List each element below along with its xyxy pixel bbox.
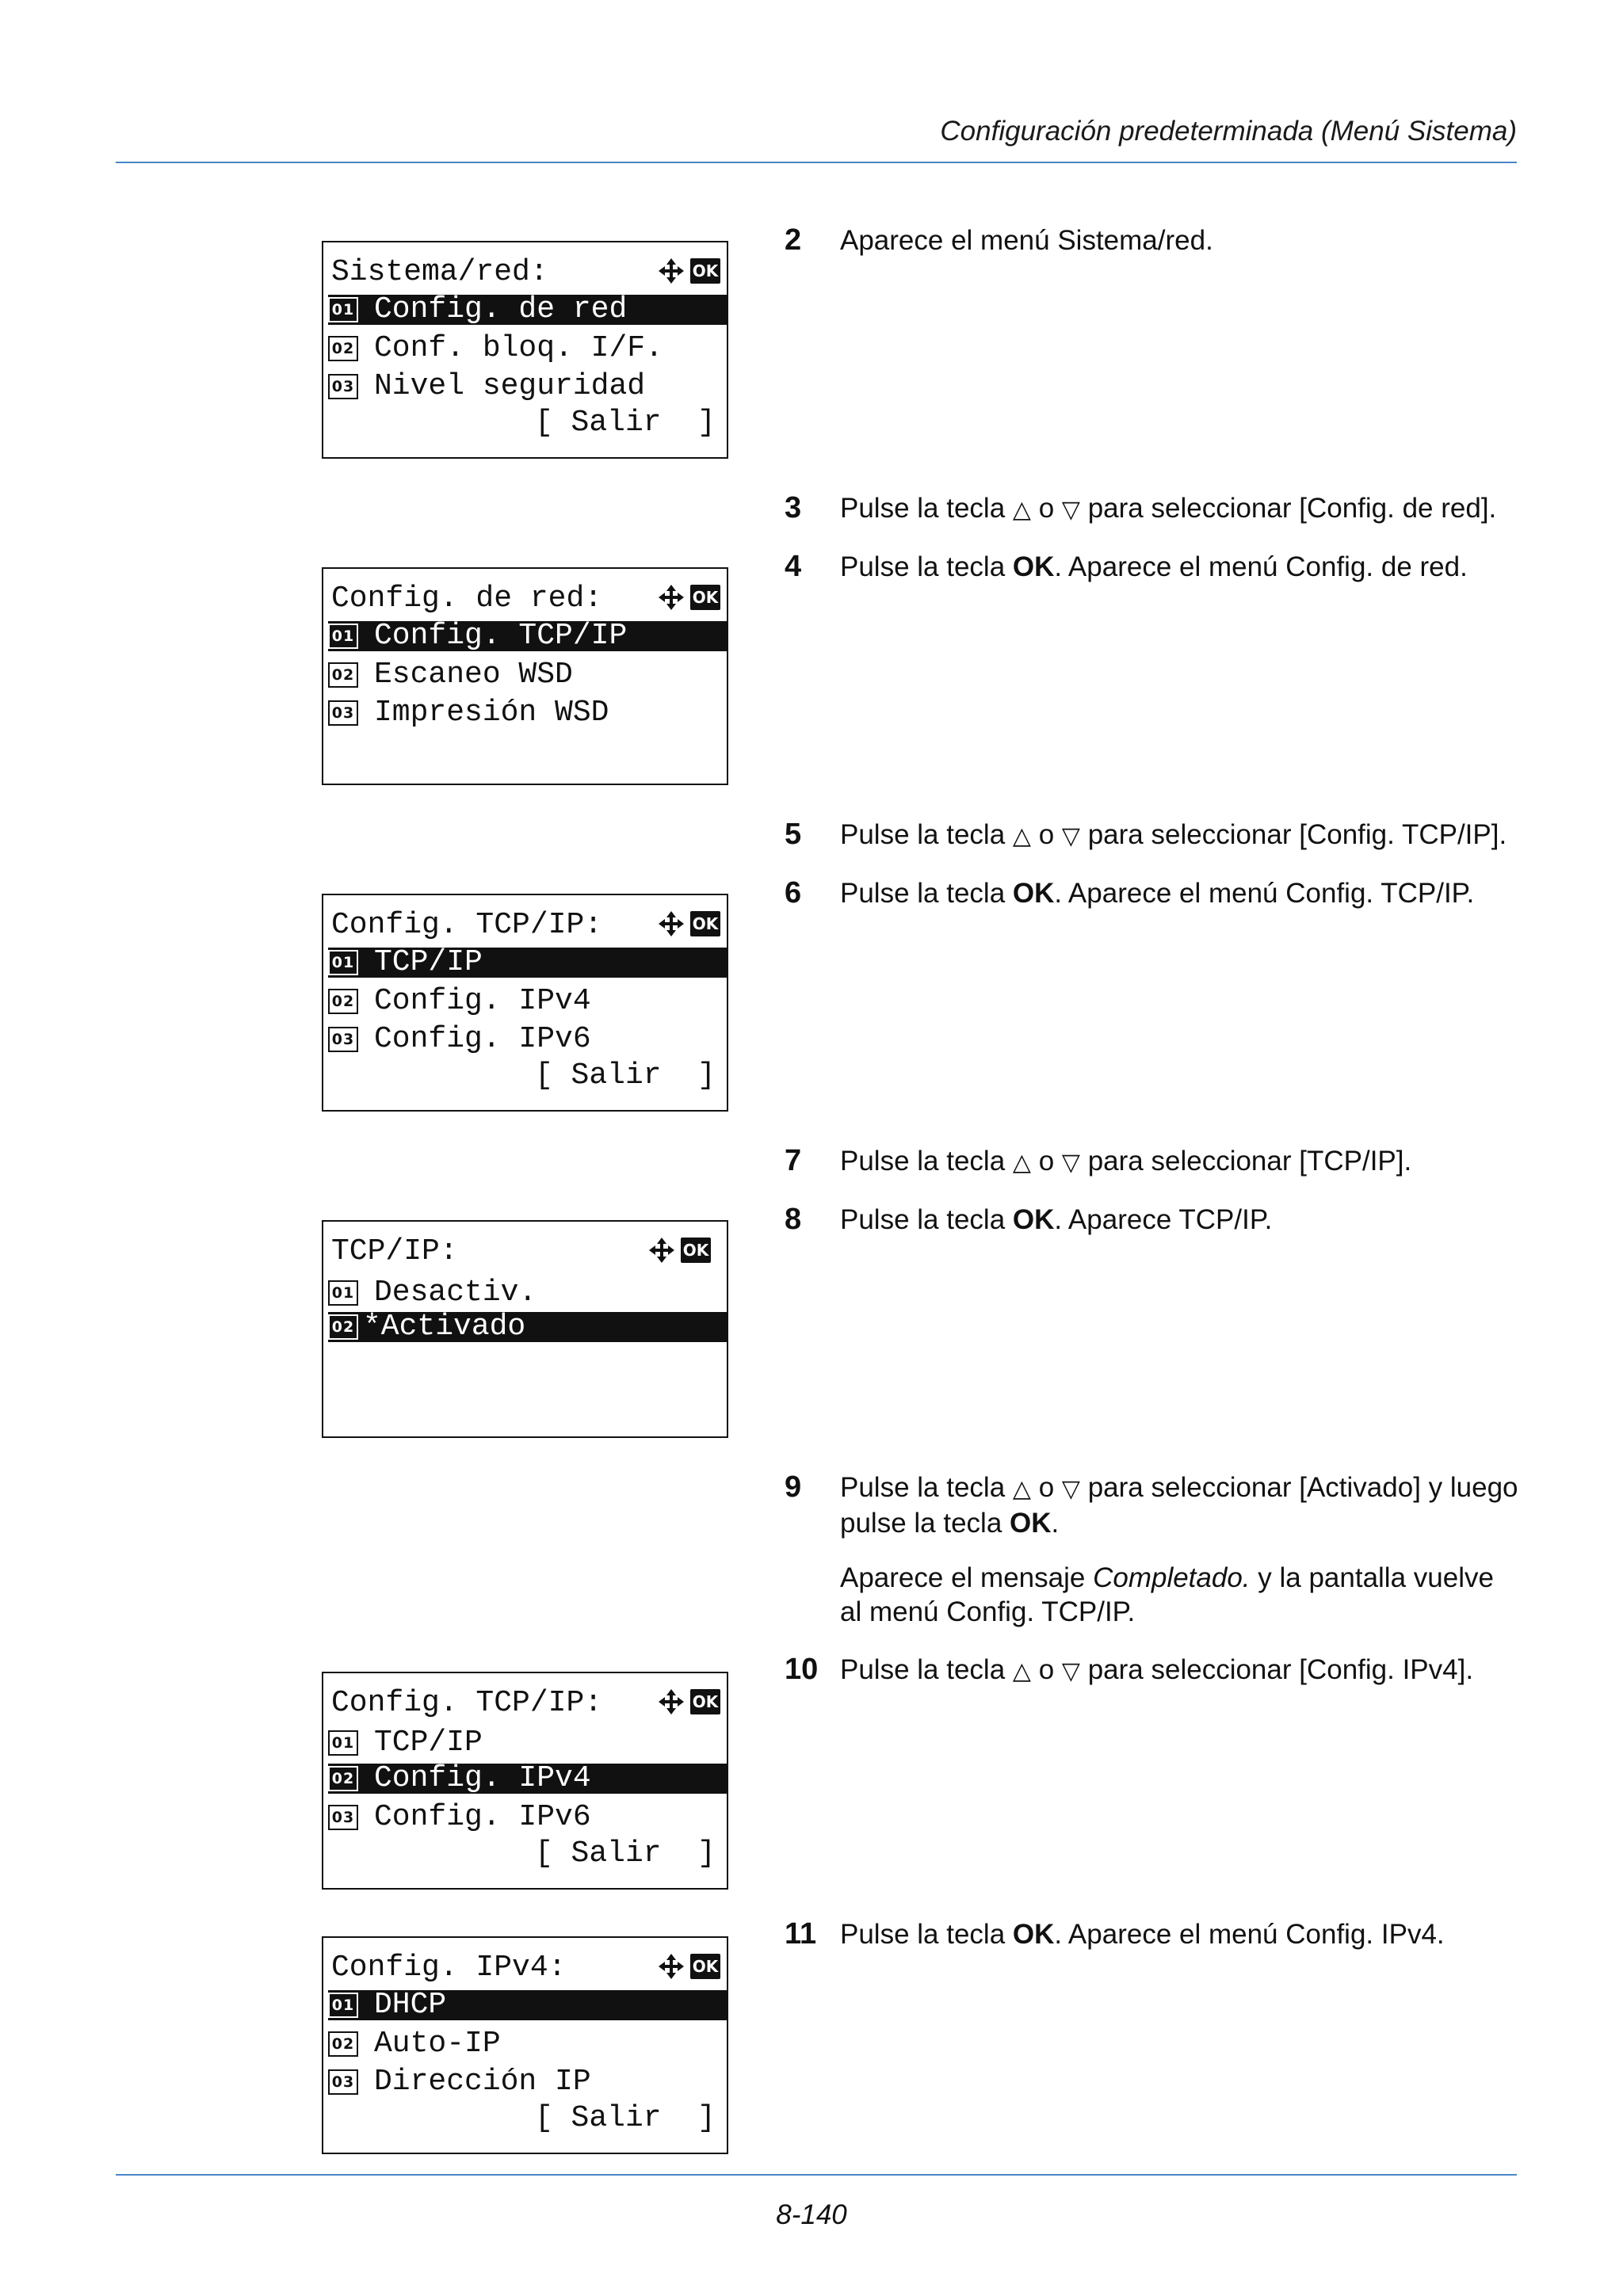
row-label: Config. IPv4 <box>374 984 591 1018</box>
lcd-icons <box>657 1952 720 1981</box>
lcd-menu-row <box>328 1022 727 1057</box>
step-number: 11 <box>785 1917 817 1951</box>
ok-icon: OK <box>690 258 720 284</box>
number-badge: 03 <box>328 1805 358 1830</box>
ok-icon: OK <box>690 1954 720 1979</box>
row-label: Impresión WSD <box>374 696 609 730</box>
row-label: Config. de red <box>374 292 628 326</box>
lcd-menu-row <box>328 945 727 979</box>
lcd-panel-config-de-red <box>322 567 728 785</box>
header-divider <box>116 162 1517 163</box>
step-number: 8 <box>785 1203 802 1236</box>
step-number: 5 <box>785 818 802 851</box>
down-arrow-key-icon: ▽ <box>1061 822 1080 850</box>
lcd-exit-softkey: [ Salir ] <box>534 406 716 440</box>
row-label: Config. IPv6 <box>374 1800 591 1834</box>
four-way-arrow-icon <box>657 1952 685 1981</box>
ok-icon: OK <box>690 1689 720 1714</box>
lcd-title: TCP/IP: <box>331 1234 458 1268</box>
number-badge: 02 <box>328 1766 358 1791</box>
number-badge: 03 <box>328 374 358 399</box>
step-text: Pulse la tecla OK. Aparece el menú Config. TCP/IP. <box>840 878 1475 909</box>
up-arrow-key-icon: △ <box>1012 1475 1031 1503</box>
row-label: Desactiv. <box>374 1276 537 1310</box>
ok-icon: OK <box>690 911 720 936</box>
ok-key-label: OK <box>1010 1508 1052 1539</box>
row-label: TCP/IP <box>374 1726 483 1760</box>
step-number: 10 <box>785 1653 819 1686</box>
step-text: Pulse la tecla △ o ▽ para seleccionar [Activado] y luego pulse la tecla OK. <box>840 1472 1518 1539</box>
number-badge: 03 <box>328 2069 358 2095</box>
step-text: Pulse la tecla △ o ▽ para seleccionar [TCP/IP]. <box>840 1146 1412 1177</box>
lcd-title: Config. de red: <box>331 582 603 616</box>
row-label: *Activado <box>363 1310 526 1344</box>
row-label: Config. TCP/IP <box>374 619 628 653</box>
number-badge: 02 <box>328 1314 358 1340</box>
lcd-menu-row <box>328 2065 727 2100</box>
four-way-arrow-icon <box>657 583 685 612</box>
number-badge: 01 <box>328 297 358 322</box>
number-badge: 02 <box>328 662 358 688</box>
lcd-exit-softkey: [ Salir ] <box>534 2101 716 2135</box>
step-text: Pulse la tecla OK. Aparece TCP/IP. <box>840 1204 1273 1235</box>
ok-icon: OK <box>681 1238 711 1263</box>
step-text: Pulse la tecla △ o ▽ para seleccionar [Config. de red]. <box>840 493 1497 524</box>
number-badge: 02 <box>328 336 358 361</box>
step-number: 6 <box>785 876 802 910</box>
number-badge: 01 <box>328 1730 358 1756</box>
number-badge: 03 <box>328 1027 358 1052</box>
step-text: Pulse la tecla OK. Aparece el menú Config. de red. <box>840 551 1468 582</box>
four-way-arrow-icon <box>657 257 685 285</box>
lcd-menu-row <box>328 658 727 692</box>
number-badge: 02 <box>328 2031 358 2057</box>
lcd-menu-row <box>328 292 727 326</box>
row-label: DHCP <box>374 1988 447 2022</box>
step-text: Pulse la tecla OK. Aparece el menú Config. IPv4. <box>840 1919 1445 1950</box>
row-label: Auto-IP <box>374 2027 501 2061</box>
lcd-menu-row <box>328 1990 727 2020</box>
down-arrow-key-icon: ▽ <box>1061 1475 1080 1503</box>
four-way-arrow-icon <box>657 1688 685 1716</box>
lcd-menu-row <box>328 1276 727 1310</box>
lcd-menu-row <box>328 2027 727 2061</box>
lcd-menu-row <box>328 1312 727 1342</box>
step-number: 7 <box>785 1144 802 1177</box>
four-way-arrow-icon <box>657 910 685 938</box>
lcd-title: Config. TCP/IP: <box>331 908 603 942</box>
lcd-icons <box>657 1688 720 1716</box>
footer-divider <box>116 2174 1517 2176</box>
lcd-exit-softkey: [ Salir ] <box>534 1058 716 1093</box>
step-note-text: Aparece el mensaje Completado. y la pantalla vuelve al menú Config. TCP/IP. <box>840 1562 1494 1627</box>
number-badge: 01 <box>328 1280 358 1306</box>
lcd-icons <box>657 583 720 612</box>
up-arrow-key-icon: △ <box>1012 496 1031 524</box>
lcd-menu-row <box>328 369 727 404</box>
step-text: Pulse la tecla △ o ▽ para seleccionar [Config. IPv4]. <box>840 1654 1474 1685</box>
lcd-panel-config-ipv4 <box>322 1936 728 2154</box>
row-label: Nivel seguridad <box>374 369 646 403</box>
lcd-menu-row <box>328 1761 727 1795</box>
row-label: TCP/IP <box>374 945 483 979</box>
lcd-icons <box>647 1236 711 1264</box>
lcd-menu-row <box>328 696 727 730</box>
lcd-menu-row <box>328 1800 727 1835</box>
lcd-menu-row <box>328 984 727 1019</box>
lcd-icons <box>657 910 720 938</box>
lcd-title: Config. TCP/IP: <box>331 1686 603 1720</box>
step-number: 4 <box>785 550 802 583</box>
lcd-title: Config. IPv4: <box>331 1951 567 1985</box>
lcd-exit-softkey: [ Salir ] <box>534 1836 716 1871</box>
down-arrow-key-icon: ▽ <box>1061 496 1080 524</box>
row-label: Config. IPv6 <box>374 1022 591 1056</box>
ok-key-label: OK <box>1012 1204 1055 1235</box>
step-number: 3 <box>785 491 802 524</box>
number-badge: 01 <box>328 1993 358 2018</box>
step-number: 2 <box>785 223 802 257</box>
page-header-title: Configuración predeterminada (Menú Sistema) <box>940 116 1517 147</box>
number-badge: 01 <box>328 624 358 649</box>
ok-key-label: OK <box>1012 551 1055 582</box>
lcd-panel-sistema-red <box>322 241 728 459</box>
row-label: Dirección IP <box>374 2065 591 2099</box>
up-arrow-key-icon: △ <box>1012 1657 1031 1685</box>
four-way-arrow-icon <box>647 1236 676 1264</box>
step-text: Pulse la tecla △ o ▽ para seleccionar [Config. TCP/IP]. <box>840 819 1507 850</box>
down-arrow-key-icon: ▽ <box>1061 1657 1080 1685</box>
page-number: 8-140 <box>776 2199 847 2230</box>
up-arrow-key-icon: △ <box>1012 1149 1031 1177</box>
step-text: Aparece el menú Sistema/red. <box>840 225 1213 256</box>
row-label: Escaneo WSD <box>374 658 573 692</box>
lcd-menu-row <box>328 331 727 366</box>
row-label: Config. IPv4 <box>374 1761 591 1795</box>
lcd-title: Sistema/red: <box>331 255 548 289</box>
lcd-panel-config-tcp-ip-ipv4-selected <box>322 1672 728 1890</box>
ok-key-label: OK <box>1012 878 1055 909</box>
lcd-panel-config-tcp-ip <box>322 894 728 1112</box>
lcd-menu-row <box>328 1726 727 1760</box>
number-badge: 01 <box>328 950 358 975</box>
completed-message: Completado. <box>1093 1562 1251 1593</box>
lcd-panel-tcp-ip <box>322 1220 728 1438</box>
down-arrow-key-icon: ▽ <box>1061 1149 1080 1177</box>
lcd-menu-row <box>328 621 727 651</box>
number-badge: 03 <box>328 700 358 726</box>
ok-icon: OK <box>690 585 720 610</box>
up-arrow-key-icon: △ <box>1012 822 1031 850</box>
number-badge: 02 <box>328 989 358 1014</box>
lcd-icons <box>657 257 720 285</box>
step-number: 9 <box>785 1470 802 1504</box>
ok-key-label: OK <box>1012 1919 1055 1950</box>
row-label: Conf. bloq. I/F. <box>374 331 663 365</box>
